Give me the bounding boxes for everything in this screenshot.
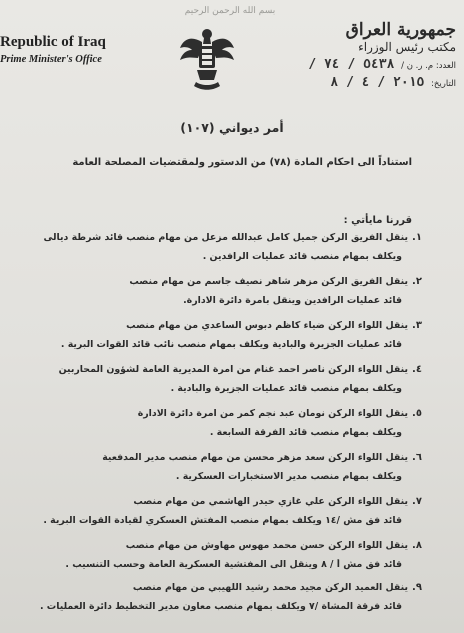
item-line: قائد فرقة المشاة /٧ ويكلف بمهام منصب معاون مدير التخطيط دائرة العمليات .: [39, 601, 402, 612]
item-line: ينقل اللواء الركن علي غازي حيدر الهاشمي من مهام منصب: [133, 496, 408, 507]
item-number: ٩.: [412, 582, 422, 593]
order-title: أمر ديواني (١٠٧): [180, 120, 284, 135]
item-line: ينقل اللواء الركن سعد مزهر محسن من مهام منصب مدير المدفعية: [102, 452, 408, 463]
item-number: ٤.: [412, 364, 422, 375]
decided-heading: قررنا مايأتي :: [343, 215, 412, 226]
bismillah-text: بسم الله الرحمن الرحيم: [184, 6, 276, 16]
item-number: ٦.: [412, 452, 422, 463]
item-line: ويكلف بمهام منصب قائد الفرقة السابعة .: [209, 427, 402, 438]
english-header: [0, 34, 106, 65]
item-line: ينقل الفريق الركن جميل كامل عبدالله مزعل من مهام منصب قائد شرطة ديالى: [43, 232, 408, 243]
iraq-eagle-emblem-icon: [178, 26, 236, 92]
item-line: قائد عمليات الجزيرة والبادية ويكلف بمهام منصب نائب قائد القوات البرية .: [60, 339, 402, 350]
number-label: العدد: م. ر. ن /: [401, 61, 456, 71]
item-number: ٣.: [412, 320, 422, 331]
english-republic-title: Republic of Iraq: [0, 34, 106, 50]
item-line: ينقل اللواء الركن ضياء كاظم دبوس الساعدي من مهام منصب: [126, 320, 408, 331]
item-line: ويكلف بمهام منصب قائد عمليات الجزيرة والبادية .: [170, 383, 402, 394]
date-label: التاريخ:: [431, 79, 456, 89]
item-line: قائد عمليات الرافدين وينقل بامرة دائرة الادارة.: [183, 295, 402, 306]
arabic-header: [286, 20, 456, 90]
item-line: ينقل اللواء الركن نومان عبد نجم كمر من امرة دائرة الادارة: [137, 408, 408, 419]
item-number: ٧.: [412, 496, 422, 507]
item-number: ٨.: [412, 540, 422, 551]
english-office-title: Prime Minister's Office: [0, 54, 102, 65]
item-line: ويكلف بمهام منصب قائد عمليات الرافدين .: [202, 251, 402, 262]
item-line: ينقل اللواء الركن حسن محمد مهوس مهاوش من مهام منصب: [125, 540, 408, 551]
item-line: ينقل العميد الركن مجيد محمد رشيد اللهيبي من مهام منصب: [132, 582, 408, 593]
item-line: ينقل اللواء الركن ناصر احمد غنام من امرة المديرية العامة لشؤون المحاربين: [58, 364, 408, 375]
item-line: ينقل الفريق الركن مزهر شاهر نصيف جاسم من مهام منصب: [129, 276, 408, 287]
arabic-republic-title: جمهورية العراق: [345, 20, 456, 40]
date-value: ٢٠١٥ / ٤ / ٨: [330, 75, 425, 90]
intro-paragraph: استناداً الى احكام المادة (٧٨) من الدستور ولمقتضيات المصلحة العامة: [72, 157, 412, 168]
arabic-office-title: مكتب رئيس الوزراء: [358, 40, 456, 54]
item-line: ويكلف بمهام منصب مدير الاستخبارات العسكرية .: [175, 471, 402, 482]
item-number: ٢.: [412, 276, 422, 287]
item-number: ١.: [412, 232, 422, 243]
number-value: ٥٤٣٨ / ٧٤ /: [308, 57, 395, 72]
item-line: قائد فق مش أ / ٨ وينقل الى المفتشية العسكرية العامة وحسب التنسيب .: [65, 559, 402, 570]
item-line: قائد فق مش /١٤ ويكلف بمهام منصب المفتش العسكري لقيادة القوات البرية .: [43, 515, 402, 526]
document-date-row: [286, 75, 456, 90]
item-number: ٥.: [412, 408, 422, 419]
document-number-row: [286, 57, 456, 72]
